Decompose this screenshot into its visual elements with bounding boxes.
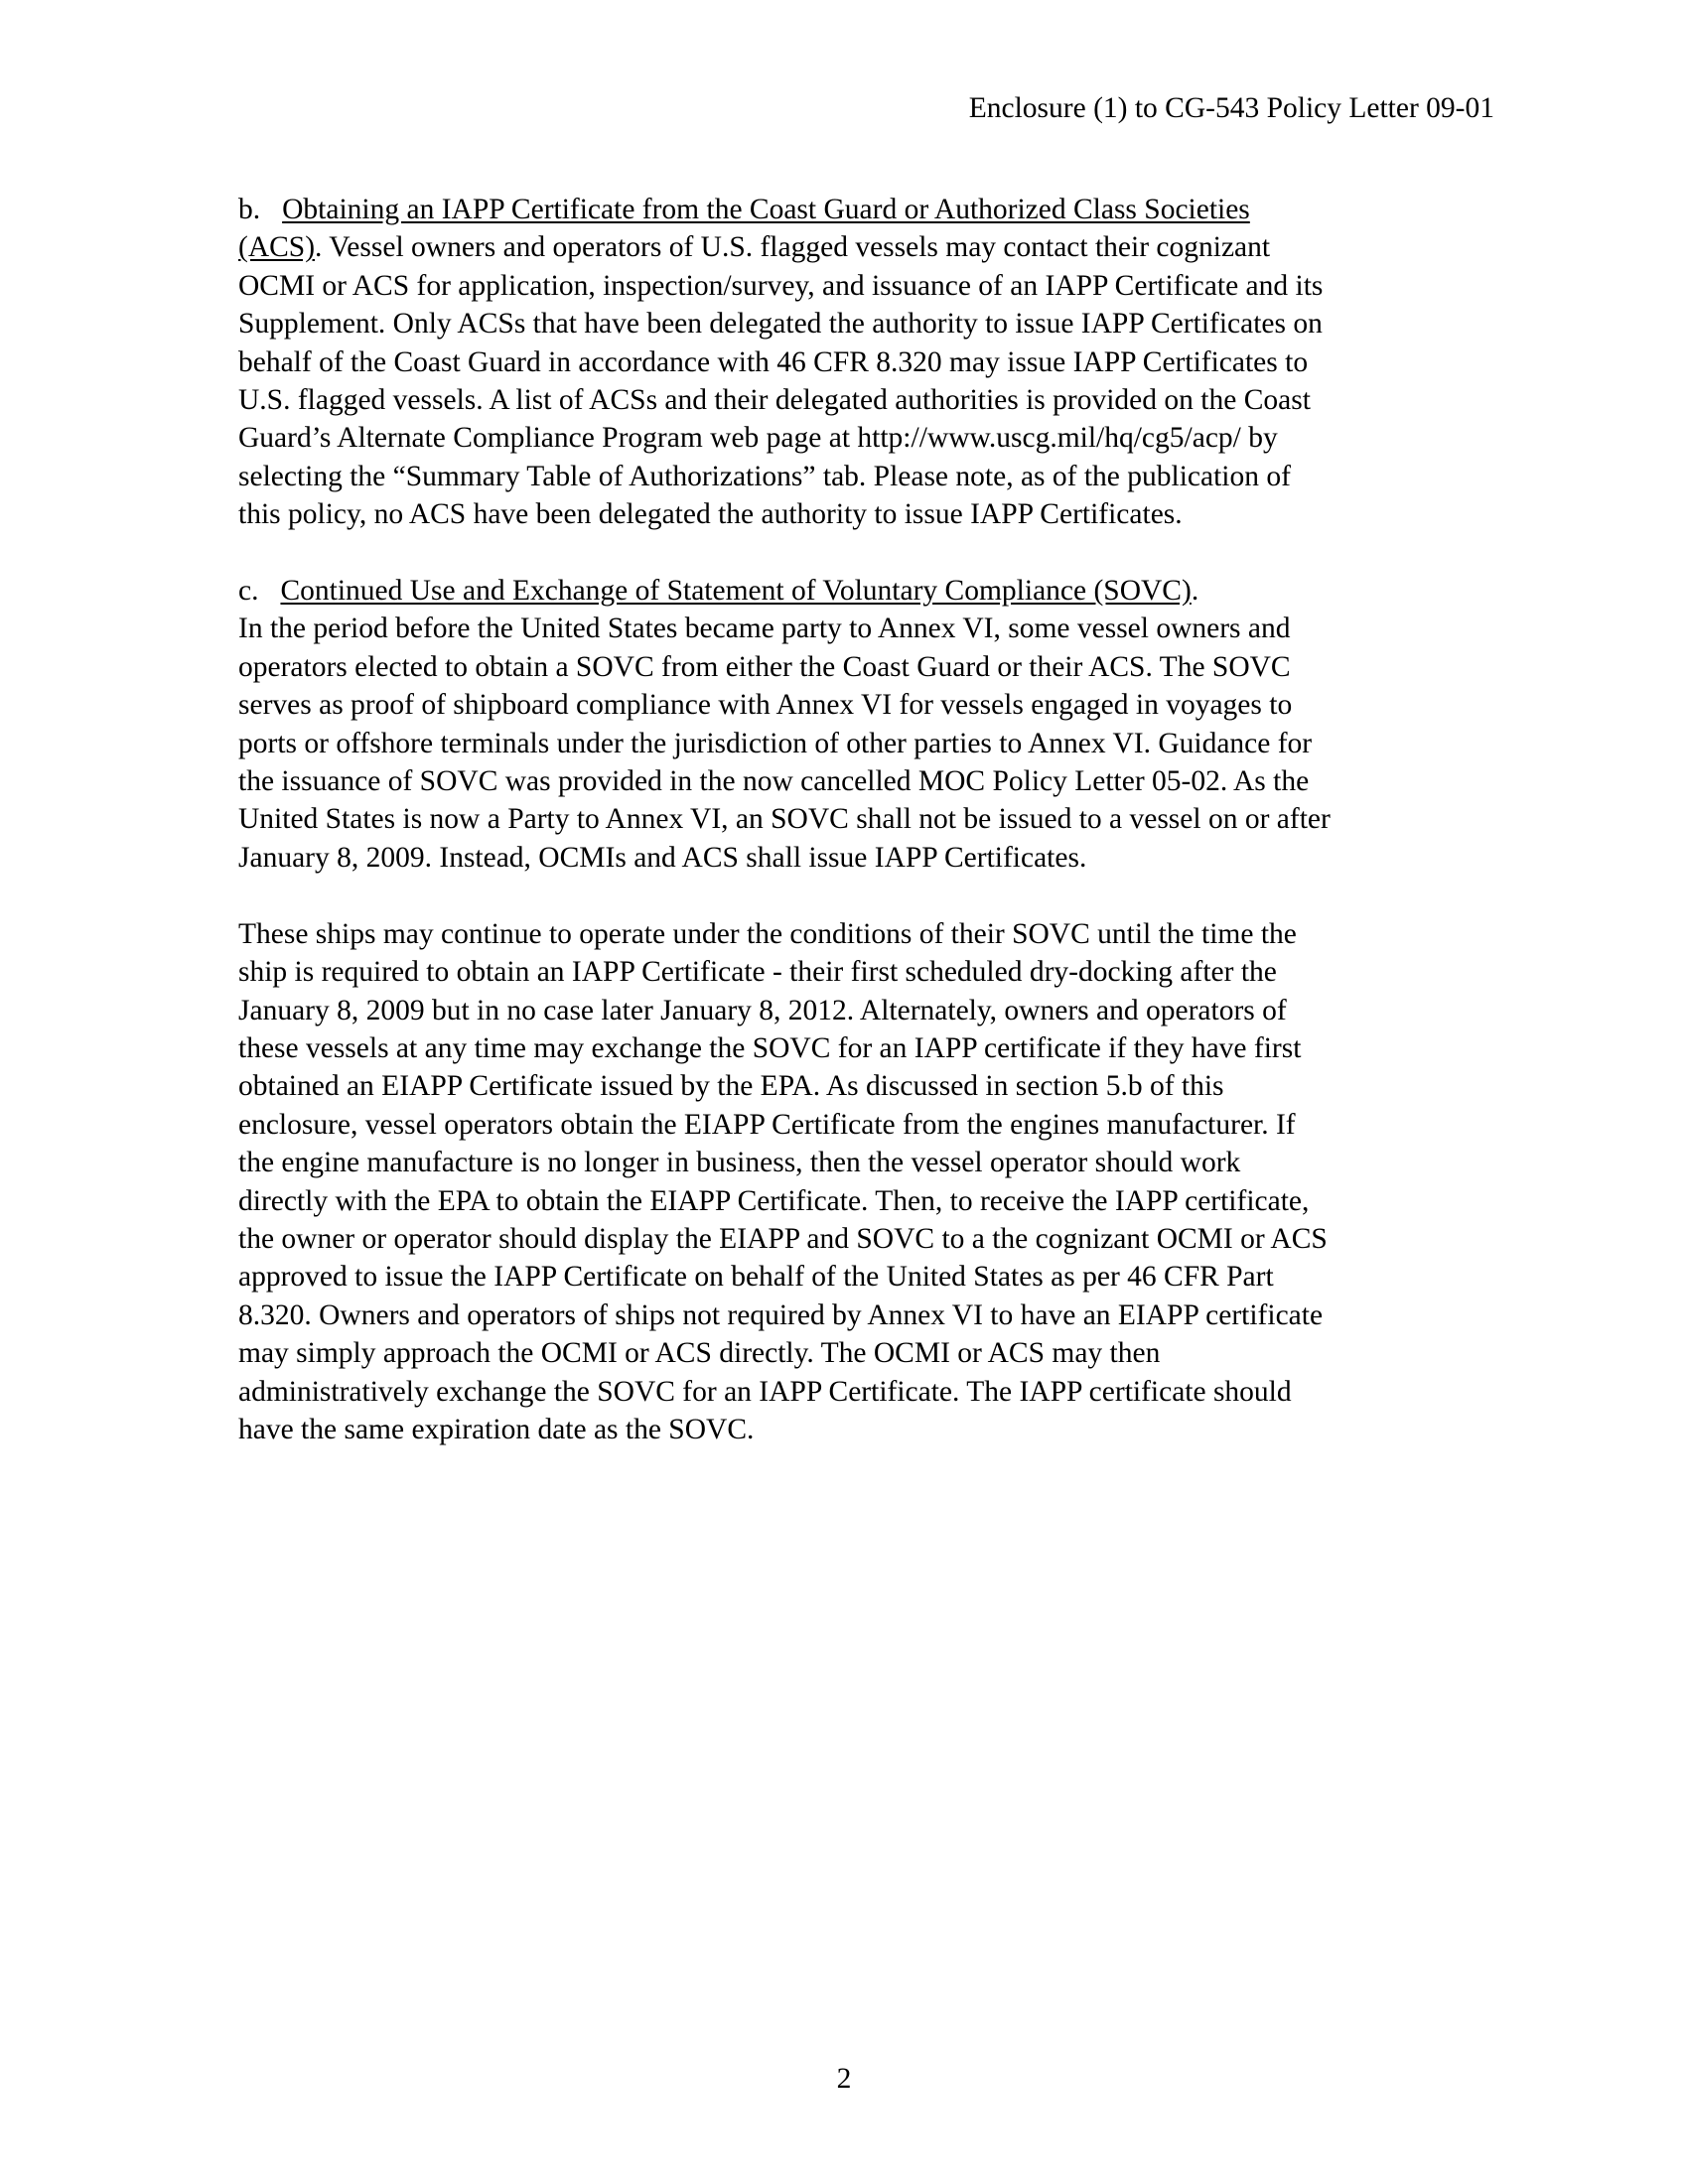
section-b-body-line-7: selecting the “Summary Table of Authorizations” tab. Please note, as of the publication of (238, 460, 1291, 492)
page-number: 2 (836, 2063, 852, 2095)
section-c-heading-text: Continued Use and Exchange of Statement of Voluntary Compliance (SOVC) (280, 575, 1192, 608)
closing-line-8: directly with the EPA to obtain the EIAPP Certificate. Then, to receive the IAPP certificate, (238, 1184, 1310, 1217)
section-c-body-line-5: the issuance of SOVC was provided in the now cancelled MOC Policy Letter 05-02. As the (238, 765, 1310, 798)
section-c-body-line-2: operators elected to obtain a SOVC from either the Coast Guard or their ACS. The SOVC (238, 650, 1291, 683)
section-c-heading-period: . (1191, 575, 1199, 608)
closing-line-2: ship is required to obtain an IAPP Certificate - their first scheduled dry-docking after the (238, 956, 1277, 989)
section-b-marker: b. (238, 194, 261, 225)
section-b-heading-text-2: (ACS) (238, 231, 316, 264)
closing-line-9: the owner or operator should display the EIAPP and SOVC to a the cognizant OCMI or ACS (238, 1222, 1328, 1255)
section-c-body-line-3: serves as proof of shipboard compliance with Annex VI for vessels engaged in voyages to (238, 689, 1293, 722)
closing-line-6: enclosure, vessel operators obtain the EIAPP Certificate from the engines manufacturer. If (238, 1108, 1296, 1141)
closing-line-10: approved to issue the IAPP Certificate on behalf of the United States as per 46 CFR Part (238, 1261, 1274, 1294)
section-b-body-line-6: Guard’s Alternate Compliance Program web page at http://www.uscg.mil/hq/cg5/acp/ by (238, 422, 1278, 455)
section-b-body-line-2: OCMI or ACS for application, inspection/survey, and issuance of an IAPP Certificate and its (238, 269, 1324, 302)
section-b-body-line-8: this policy, no ACS have been delegated the authority to issue IAPP Certificates. (238, 498, 1183, 531)
section-b-body-line-1: . Vessel owners and operators of U.S. flagged vessels may contact their cognizant (315, 231, 1271, 264)
document-body (238, 191, 1483, 1448)
section-b-body-line-3: Supplement. Only ACSs that have been delegated the authority to issue IAPP Certificates on (238, 308, 1323, 341)
section-b-body-line-5: U.S. flagged vessels. A list of ACSs and their delegated authorities is provided on the Coast (238, 384, 1311, 417)
section-c-heading-line (238, 572, 1483, 610)
section-b (238, 191, 1483, 534)
section-c-marker: c. (238, 575, 259, 608)
closing-line-3: January 8, 2009 but in no case later January 8, 2012. Alternately, owners and operators of (238, 994, 1287, 1026)
section-c-body-line-6: United States is now a Party to Annex VI, an SOVC shall not be issued to a vessel on or after (238, 803, 1331, 836)
page-header: Enclosure (1) to CG-543 Policy Letter 09-01 (968, 92, 1494, 124)
closing-line-1: These ships may continue to operate under the conditions of their SOVC until the time the (238, 917, 1297, 950)
paragraph-spacer-1 (238, 534, 1483, 572)
section-b-body-line-4: behalf of the Coast Guard in accordance with 46 CFR 8.320 may issue IAPP Certificates to (238, 345, 1309, 378)
closing-line-4: these vessels at any time may exchange the SOVC for an IAPP certificate if they have first (238, 1031, 1302, 1064)
closing-line-7: the engine manufacture is no longer in business, then the vessel operator should work (238, 1147, 1241, 1179)
closing-line-5: obtained an EIAPP Certificate issued by the EPA. As discussed in section 5.b of this (238, 1070, 1224, 1103)
section-c-body-line-1: In the period before the United States became party to Annex VI, some vessel owners and (238, 613, 1291, 645)
closing-line-13: administratively exchange the SOVC for an IAPP Certificate. The IAPP certificate should (238, 1375, 1292, 1408)
section-b-heading-text-1: Obtaining an IAPP Certificate from the Coast Guard or Authorized Class Societies (282, 194, 1250, 225)
section-c-body-line-4: ports or offshore terminals under the jurisdiction of other parties to Annex VI. Guidance for (238, 727, 1313, 759)
closing-line-12: may simply approach the OCMI or ACS directly. The OCMI or ACS may then (238, 1337, 1161, 1370)
closing-line-11: 8.320. Owners and operators of ships not required by Annex VI to have an EIAPP certificate (238, 1298, 1324, 1331)
closing-line-14: have the same expiration date as the SOVC. (238, 1413, 755, 1445)
paragraph-spacer-2 (238, 877, 1483, 914)
closing-paragraph (238, 915, 1483, 1449)
section-b-heading-line-1 (238, 191, 1483, 228)
section-c-body-line-7: January 8, 2009. Instead, OCMIs and ACS shall issue IAPP Certificates. (238, 841, 1087, 874)
section-c (238, 572, 1483, 877)
